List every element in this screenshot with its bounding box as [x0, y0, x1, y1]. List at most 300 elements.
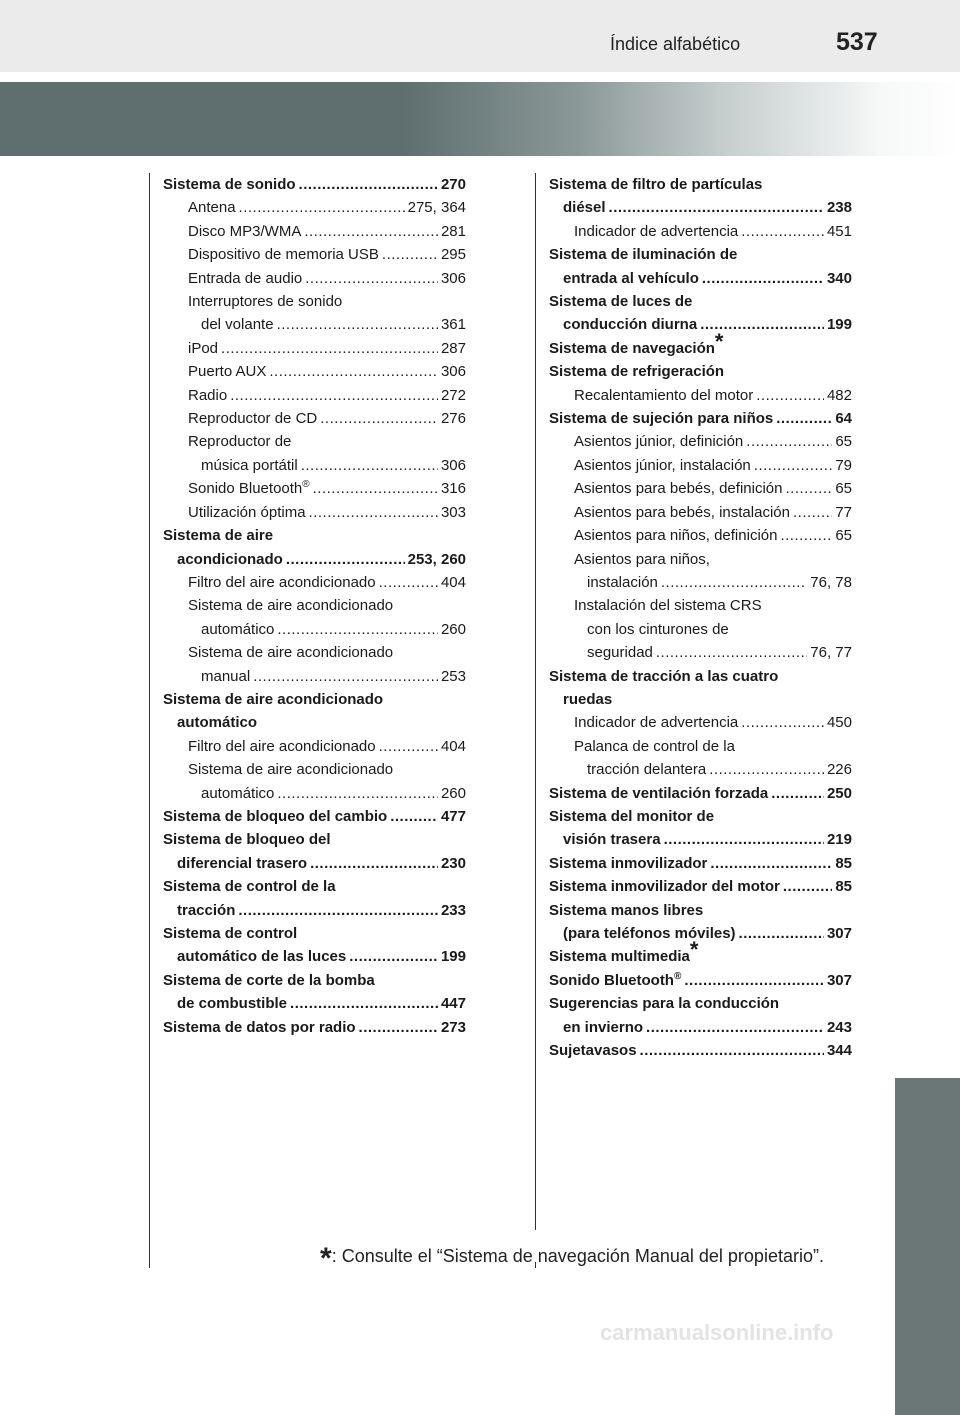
entry-term: [188, 243, 379, 266]
asterisk-mark: *: [714, 328, 724, 354]
entry-term-text: Sugerencias para la conducción: [549, 995, 780, 1013]
index-entry: [549, 641, 852, 664]
entry-term: [549, 899, 703, 922]
dot-leader: [664, 828, 824, 851]
entry-page: 85: [835, 878, 852, 896]
dot-leader: [684, 969, 824, 992]
index-entry: [549, 243, 852, 266]
index-entry: [163, 407, 466, 430]
entry-term: [163, 828, 331, 851]
entry-term-text: Sistema de aire acondicionado: [163, 690, 384, 708]
entry-term-text: Utilización óptima: [188, 503, 306, 521]
entry-page: 64: [835, 410, 852, 428]
entry-term: [163, 524, 273, 547]
index-entry: [549, 290, 852, 313]
entry-term-text: Sistema de aire acondicionado: [188, 597, 394, 615]
index-entry: [163, 852, 466, 875]
entry-term-text: Recalentamiento del motor: [574, 386, 754, 404]
dot-leader: [379, 735, 438, 758]
registered-mark: ®: [673, 970, 682, 982]
dot-leader: [221, 337, 438, 360]
index-entry: [163, 313, 466, 336]
entry-page: 76, 78: [810, 573, 852, 591]
entry-term-text: manual: [201, 667, 251, 685]
index-entry: [163, 688, 466, 711]
entry-page: 307: [826, 971, 852, 989]
index-entry: [549, 852, 852, 875]
dot-leader: [780, 524, 832, 547]
dot-leader: [656, 641, 807, 664]
entry-term: [188, 290, 342, 313]
index-entry: [549, 594, 852, 617]
entry-term-text: Reproductor de: [188, 433, 292, 451]
footnote: [320, 1236, 824, 1275]
entry-term-text: Sistema de aire acondicionado: [188, 644, 394, 662]
left-margin-rule: [149, 173, 150, 1268]
entry-term: [163, 922, 297, 945]
entry-term: [188, 594, 393, 617]
index-entry: [549, 735, 852, 758]
index-entry: [549, 360, 852, 383]
entry-term-text: Sistema de aire: [163, 527, 274, 545]
entry-page: 253: [440, 667, 466, 685]
dot-leader: [771, 782, 824, 805]
entry-term-text: Entrada de audio: [188, 269, 303, 287]
entry-term: [574, 430, 743, 453]
dot-leader: [301, 454, 438, 477]
index-entry: [163, 360, 466, 383]
entry-term-text: Sistema de tracción a las cuatro: [549, 667, 779, 685]
dot-leader: [783, 875, 832, 898]
dot-leader: [304, 220, 438, 243]
entry-page: 451: [826, 222, 852, 240]
index-entry: [549, 501, 852, 524]
entry-term: [563, 1016, 643, 1039]
index-entry: [549, 454, 852, 477]
index-entry: [163, 477, 466, 500]
entry-term: [188, 267, 302, 290]
dot-leader: [313, 477, 438, 500]
index-entry: [549, 688, 852, 711]
entry-term: [188, 407, 317, 430]
dot-leader: [739, 922, 824, 945]
index-entry: [549, 899, 852, 922]
entry-page: 361: [440, 316, 466, 334]
entry-term-text: diferencial trasero: [177, 854, 308, 872]
entry-term: [163, 173, 296, 196]
index-entry: [549, 267, 852, 290]
entry-term-text: Sistema del monitor de: [549, 807, 715, 825]
entry-term-text: Asientos para bebés, instalación: [574, 503, 790, 521]
index-entry: [163, 220, 466, 243]
entry-term: [563, 313, 697, 336]
entry-term: [188, 337, 218, 360]
entry-term: [188, 501, 306, 524]
entry-term: [549, 805, 714, 828]
dot-leader: [320, 407, 438, 430]
entry-term-text: Sistema de bloqueo del: [163, 831, 331, 849]
index-entry: [549, 875, 852, 898]
entry-term: [563, 267, 699, 290]
index-entry: [163, 173, 466, 196]
index-entry: [549, 805, 852, 828]
index-entry: [549, 758, 852, 781]
entry-term: [177, 899, 235, 922]
entry-term-text: Indicador de advertencia: [574, 222, 739, 240]
entry-page: 273: [440, 1018, 466, 1036]
index-entry: [163, 454, 466, 477]
entry-term-text: Sistema de filtro de partículas: [549, 176, 763, 193]
entry-term: [549, 360, 724, 383]
index-entry: [549, 969, 852, 992]
index-entry: [549, 524, 852, 547]
index-entry: [163, 243, 466, 266]
entry-term: [574, 454, 751, 477]
index-entry: [549, 548, 852, 571]
entry-term-text: Sistema de corte de la bomba: [163, 971, 375, 989]
entry-page: 295: [440, 246, 466, 264]
index-entry: [549, 384, 852, 407]
entry-page: 199: [826, 316, 852, 334]
entry-term: [549, 937, 699, 968]
entry-page: 219: [826, 831, 852, 849]
entry-term: [574, 711, 738, 734]
dot-leader: [785, 477, 832, 500]
dot-leader: [286, 548, 405, 571]
entry-page: 477: [440, 807, 466, 825]
dot-leader: [290, 992, 438, 1015]
entry-term-text: Sistema multimedia: [549, 948, 690, 966]
entry-term-text: Asientos para niños,: [574, 550, 710, 568]
entry-term: [574, 501, 790, 524]
entry-term-text: automático: [201, 620, 275, 638]
index-entry: [163, 548, 466, 571]
index-entry: [163, 430, 466, 453]
entry-term: [188, 430, 291, 453]
dot-leader: [277, 782, 438, 805]
entry-page: 340: [826, 269, 852, 287]
index-entry: [163, 618, 466, 641]
entry-term: [549, 290, 692, 313]
entry-term-text: Asientos júnior, definición: [574, 433, 744, 451]
entry-term: [574, 594, 762, 617]
index-entry: [163, 641, 466, 664]
entry-term: [201, 618, 274, 641]
entry-term: [574, 524, 777, 547]
dot-leader: [379, 571, 438, 594]
entry-term: [587, 571, 658, 594]
dot-leader: [305, 267, 438, 290]
dot-leader: [277, 618, 438, 641]
entry-term-text: instalación: [587, 573, 658, 591]
dot-leader: [702, 267, 824, 290]
entry-term-text: Sistema inmovilizador: [549, 854, 708, 872]
entry-term: [201, 454, 298, 477]
entry-term: [549, 992, 779, 1015]
dot-leader: [754, 454, 833, 477]
entry-page: 79: [835, 456, 852, 474]
index-entry: [549, 328, 852, 360]
entry-term-text: Sistema de luces de: [549, 293, 693, 311]
entry-term: [188, 641, 393, 664]
entry-term-text: Antena: [188, 199, 236, 217]
entry-term-text: diésel: [563, 199, 606, 217]
dot-leader: [646, 1016, 824, 1039]
entry-term: [549, 782, 768, 805]
watermark: carmanualsonline.info: [600, 1320, 834, 1345]
asterisk-mark: *: [689, 937, 699, 963]
entry-term-text: ruedas: [563, 690, 613, 708]
index-entry: [163, 665, 466, 688]
index-entry: [163, 945, 466, 968]
entry-term-text: en invierno: [563, 1018, 644, 1036]
entry-term: [201, 782, 274, 805]
dot-leader: [253, 665, 438, 688]
entry-page: 272: [440, 386, 466, 404]
thumb-index-tab: [895, 1078, 960, 1415]
entry-term: [549, 243, 737, 266]
index-entry: [163, 922, 466, 945]
index-entry: [163, 758, 466, 781]
entry-term-text: Sistema de sujeción para niños: [549, 410, 774, 428]
index-entry: [163, 571, 466, 594]
index-entry: [549, 220, 852, 243]
entry-term-text: Sistema de bloqueo del cambio: [163, 807, 388, 825]
entry-term-text: Sujetavasos: [549, 1042, 637, 1060]
entry-term: [163, 969, 375, 992]
index-entry: [549, 711, 852, 734]
dot-leader: [310, 852, 438, 875]
dot-leader: [709, 758, 824, 781]
entry-term: [188, 360, 266, 383]
dot-leader: [269, 360, 438, 383]
entry-term-text: iPod: [188, 339, 219, 357]
entry-term-text: Sistema manos libres: [549, 901, 704, 919]
entry-page: 260: [440, 784, 466, 802]
entry-term: [563, 828, 661, 851]
index-entry: [163, 384, 466, 407]
entry-term-text: seguridad: [587, 644, 653, 662]
entry-term-text: Sistema de control: [163, 925, 298, 942]
entry-term-text: (para teléfonos móviles): [563, 925, 736, 942]
entry-page: 250: [826, 784, 852, 802]
entry-term: [549, 173, 762, 196]
dot-leader: [776, 407, 832, 430]
entry-term-text: Sistema de ventilación forzada: [549, 784, 769, 802]
index-entry: [549, 618, 852, 641]
entry-term-text: Reproductor de CD: [188, 410, 318, 428]
entry-term: [177, 852, 307, 875]
entry-term: [549, 852, 707, 875]
entry-term: [163, 688, 383, 711]
entry-term-text: Sonido Bluetooth: [549, 971, 674, 989]
dot-leader: [349, 945, 438, 968]
entry-term: [163, 875, 336, 898]
entry-page: 270: [440, 176, 466, 193]
entry-term: [188, 220, 301, 243]
dot-leader: [309, 501, 438, 524]
entry-term-text: tracción: [177, 901, 236, 919]
entry-page: 226: [826, 761, 852, 779]
dot-leader: [741, 711, 824, 734]
index-entry: [163, 196, 466, 219]
index-entry: [163, 711, 466, 734]
entry-page: 404: [440, 573, 466, 591]
entry-term-text: Indicador de advertencia: [574, 714, 739, 732]
entry-term: [549, 407, 773, 430]
entry-term-text: Sistema de aire acondicionado: [188, 761, 394, 779]
entry-page: 303: [440, 503, 466, 521]
footnote-text: : Consulte el “Sistema de navegación Manual del propietario”.: [331, 1246, 824, 1266]
entry-term-text: tracción delantera: [587, 761, 707, 779]
entry-page: 199: [440, 948, 466, 966]
index-entry: [549, 1016, 852, 1039]
index-entry: [163, 1016, 466, 1039]
entry-page: 85: [835, 854, 852, 872]
index-entry: [163, 594, 466, 617]
index-entry: [163, 267, 466, 290]
entry-term-text: Sonido Bluetooth: [188, 480, 303, 498]
index-entry: [549, 922, 852, 945]
entry-page: 450: [826, 714, 852, 732]
entry-term: [574, 735, 735, 758]
index-entry: [163, 969, 466, 992]
entry-term-text: Sistema de sonido: [163, 176, 296, 193]
section-title: Índice alfabético: [610, 34, 741, 54]
dot-leader: [741, 220, 824, 243]
entry-term-text: Asientos júnior, instalación: [574, 456, 751, 474]
index-entry: [549, 477, 852, 500]
dot-leader: [756, 384, 824, 407]
entry-term-text: automático: [201, 784, 275, 802]
entry-term-text: Sistema de datos por radio: [163, 1018, 356, 1036]
entry-term: [163, 1016, 356, 1039]
entry-term-text: visión trasera: [563, 831, 661, 849]
entry-term: [549, 969, 681, 992]
index-entry: [549, 313, 852, 336]
index-entry: [549, 937, 852, 968]
entry-term-text: Dispositivo de memoria USB: [188, 246, 379, 264]
index-entry: [163, 828, 466, 851]
dot-leader: [230, 384, 438, 407]
registered-mark: ®: [302, 479, 310, 491]
entry-term: [574, 548, 710, 571]
entry-page: 306: [440, 363, 466, 381]
dot-leader: [359, 1016, 438, 1039]
entry-term-text: Sistema de control de la: [163, 878, 336, 896]
dot-leader: [661, 571, 807, 594]
dot-leader: [640, 1039, 824, 1062]
entry-term-text: del volante: [201, 316, 274, 334]
entry-term-text: Sistema inmovilizador del motor: [549, 878, 780, 896]
dot-leader: [382, 243, 438, 266]
entry-term-text: con los cinturones de: [587, 620, 729, 638]
header-strip: [0, 0, 960, 72]
entry-term: [587, 641, 653, 664]
entry-term: [549, 1039, 637, 1062]
dot-leader: [793, 501, 832, 524]
entry-term: [177, 711, 257, 734]
entry-term: [177, 992, 287, 1015]
entry-term: [188, 477, 310, 500]
entry-term: [574, 477, 782, 500]
entry-term-text: Filtro del aire acondicionado: [188, 737, 376, 755]
entry-term-text: automático: [177, 714, 258, 732]
entry-term: [201, 313, 274, 336]
entry-page: 281: [440, 222, 466, 240]
entry-term-text: conducción diurna: [563, 316, 698, 334]
entry-term: [549, 665, 778, 688]
entry-term: [574, 384, 753, 407]
dot-leader: [238, 899, 438, 922]
entry-term: [201, 665, 250, 688]
index-entry: [163, 992, 466, 1015]
entry-term: [574, 220, 738, 243]
entry-term-text: Palanca de control de la: [574, 737, 735, 755]
index-entry: [163, 735, 466, 758]
entry-page: 306: [440, 269, 466, 287]
index-entry: [549, 173, 852, 196]
entry-term: [188, 758, 393, 781]
index-entry: [163, 337, 466, 360]
entry-page: 260: [440, 620, 466, 638]
page-number: 537: [836, 28, 878, 56]
entry-page: 233: [440, 901, 466, 919]
entry-term: [188, 571, 376, 594]
entry-page: 238: [826, 199, 852, 217]
dot-leader: [710, 852, 832, 875]
index-entry: [163, 524, 466, 547]
entry-term-text: Instalación del sistema CRS: [574, 597, 762, 615]
index-entry: [549, 1039, 852, 1062]
entry-term-text: Sistema de refrigeración: [549, 363, 725, 381]
index-entry: [549, 196, 852, 219]
entry-term: [177, 945, 346, 968]
entry-page: 482: [826, 386, 852, 404]
entry-page: 65: [835, 480, 852, 498]
column-divider: [535, 173, 536, 1230]
index-entry: [549, 828, 852, 851]
entry-term-text: automático de las luces: [177, 948, 347, 966]
index-entry: [163, 899, 466, 922]
index-entry: [163, 805, 466, 828]
entry-page: 253, 260: [407, 550, 466, 568]
index-entry: [163, 875, 466, 898]
entry-page: 65: [835, 433, 852, 451]
index-entry: [549, 992, 852, 1015]
entry-page: 276: [440, 410, 466, 428]
index-entry: [549, 430, 852, 453]
index-entry: [163, 501, 466, 524]
index-entry: [549, 571, 852, 594]
entry-page: 230: [440, 854, 466, 872]
entry-page: 77: [835, 503, 852, 521]
entry-term: [587, 758, 706, 781]
index-entry: [549, 782, 852, 805]
entry-term-text: Puerto AUX: [188, 363, 267, 381]
dot-leader: [390, 805, 438, 828]
entry-term: [549, 328, 724, 360]
entry-term: [563, 922, 736, 945]
entry-term-text: Sistema de navegación: [549, 339, 715, 357]
entry-term-text: Disco MP3/WMA: [188, 222, 302, 240]
dot-leader: [746, 430, 832, 453]
entry-page: 65: [835, 527, 852, 545]
index-entry: [549, 665, 852, 688]
index-entry: [163, 782, 466, 805]
entry-term: [587, 618, 729, 641]
entry-term-text: entrada al vehículo: [563, 269, 699, 287]
